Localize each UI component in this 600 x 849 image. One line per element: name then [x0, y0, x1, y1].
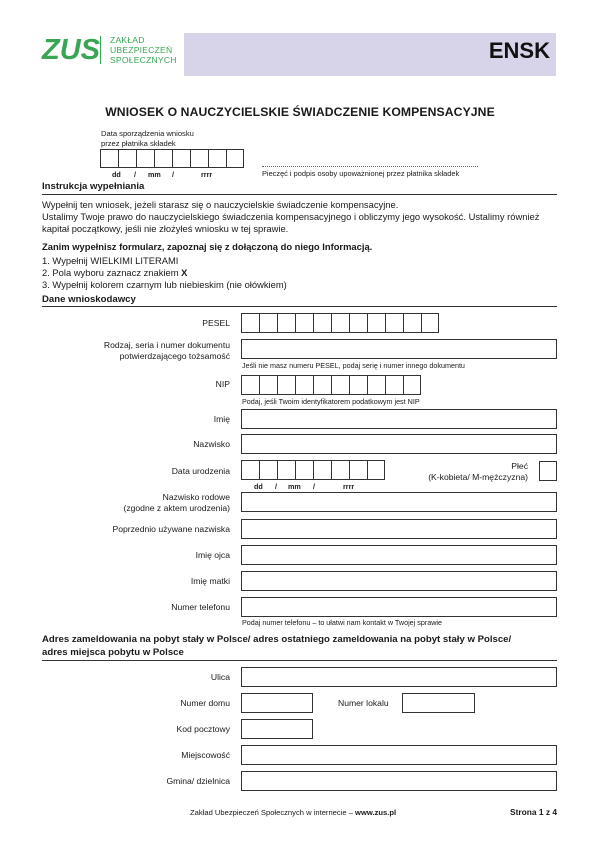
street-label: Ulica: [210, 672, 230, 682]
applicant-rule: [42, 306, 557, 307]
pesel-field[interactable]: [241, 313, 439, 333]
zus-logo-text: [110, 35, 177, 66]
birth-date-field[interactable]: [241, 460, 385, 480]
birth-dd-label: dd: [254, 482, 263, 491]
date-mm-label: mm: [148, 170, 161, 179]
instructions-item-2: [42, 267, 560, 279]
identity-document-input[interactable]: [241, 339, 557, 359]
city-label: Miejscowość: [181, 750, 230, 760]
postcode-label: Kod pocztowy: [176, 724, 230, 734]
nip-cell[interactable]: [367, 375, 385, 395]
first-name-input[interactable]: [241, 409, 557, 429]
address-rule: [42, 660, 557, 661]
form-title: WNIOSEK O NAUCZYCIELSKIE ŚWIADCZENIE KOMPENSACYJNE: [105, 105, 495, 119]
pesel-cell[interactable]: [331, 313, 349, 333]
mother-name-label: Imię matki: [190, 576, 230, 586]
phone-hint: Podaj numer telefonu – to ułatwi nam kontakt w Twojej sprawie: [242, 618, 443, 627]
pesel-cell[interactable]: [277, 313, 295, 333]
house-number-label: Numer domu: [180, 698, 230, 708]
birth-date-label: Data urodzenia: [171, 466, 230, 476]
identity-document-label-line-2: potwierdzającego tożsamość: [119, 351, 230, 362]
birth-date-cell[interactable]: [331, 460, 349, 480]
family-name-input[interactable]: [241, 492, 557, 512]
logo-line-1: ZAKŁAD: [110, 35, 145, 45]
instructions-paragraph-1: Wypełnij ten wniosek, jeżeli starasz się o nauczycielskie świadczenie kompensacyjne.: [42, 199, 399, 210]
pesel-cell[interactable]: [313, 313, 331, 333]
birth-date-cell[interactable]: [241, 460, 259, 480]
date-slash-2: /: [172, 170, 174, 179]
birth-date-cell[interactable]: [295, 460, 313, 480]
applicant-heading: Dane wnioskodawcy: [42, 294, 136, 305]
sex-input[interactable]: [539, 461, 557, 481]
nip-cell[interactable]: [295, 375, 313, 395]
instructions-rule: [42, 194, 557, 195]
address-heading-line-1: Adres zameldowania na pobyt stały w Polsce/ adres ostatniego zameldowania na pobyt stały w Polsce/: [42, 634, 512, 645]
previous-names-input[interactable]: [241, 519, 557, 539]
address-heading: [42, 634, 511, 659]
previous-names-label: Poprzednio używane nazwiska: [112, 524, 230, 534]
birth-date-cell[interactable]: [259, 460, 277, 480]
date-dd-label: dd: [112, 170, 121, 179]
date-cell[interactable]: [136, 149, 154, 168]
address-heading-line-2: adres miejsca pobytu w Polsce: [42, 646, 184, 658]
sex-label: [428, 461, 528, 484]
instructions-item-2-text: 2. Pola wyboru zaznacz znakiem: [42, 267, 182, 278]
first-name-label: Imię: [213, 414, 230, 424]
form-code-band: [184, 33, 556, 76]
identity-document-label: [104, 340, 230, 363]
street-input[interactable]: [241, 667, 557, 687]
instructions-note: Zanim wypełnisz formularz, zapoznaj się z dołączoną do niego Informacją.: [42, 241, 373, 252]
flat-number-label: Numer lokalu: [338, 698, 389, 708]
surname-input[interactable]: [241, 434, 557, 454]
zus-logo-letters: ZUS: [42, 34, 100, 66]
footer-text: [190, 808, 396, 817]
nip-cell[interactable]: [331, 375, 349, 395]
birth-date-cell[interactable]: [277, 460, 295, 480]
identity-document-hint: Jeśli nie masz numeru PESEL, podaj serię i numer innego dokumentu: [242, 361, 465, 370]
nip-cell[interactable]: [385, 375, 403, 395]
logo-line-3: SPOŁECZNYCH: [110, 55, 177, 66]
nip-field[interactable]: [241, 375, 421, 395]
pesel-cell[interactable]: [385, 313, 403, 333]
zus-logo-mark: [42, 33, 100, 66]
birth-slash-2: /: [313, 482, 315, 491]
instructions-heading: Instrukcja wypełniania: [42, 181, 145, 192]
instructions-item-3: 3. Wypełnij kolorem czarnym lub niebieskim (nie ołówkiem): [42, 279, 287, 290]
instructions-item-2-mark: X: [181, 267, 188, 278]
phone-label: Numer telefonu: [171, 602, 230, 612]
sex-label-line-2: (K-kobieta/ M-mężczyzna): [428, 472, 528, 483]
date-cell[interactable]: [190, 149, 208, 168]
preparation-date-field[interactable]: [100, 149, 244, 168]
date-cell[interactable]: [172, 149, 190, 168]
postcode-input[interactable]: [241, 719, 313, 739]
logo-line-2: UBEZPIECZEŃ: [110, 45, 173, 56]
birth-slash-1: /: [275, 482, 277, 491]
flat-number-input[interactable]: [402, 693, 475, 713]
stamp-signature-label: Pieczęć i podpis osoby upoważnionej przez płatnika składek: [262, 169, 460, 178]
birth-date-cell[interactable]: [367, 460, 385, 480]
birth-mm-label: mm: [288, 482, 301, 491]
birth-date-cell[interactable]: [349, 460, 367, 480]
pesel-label: PESEL: [202, 318, 230, 328]
house-number-input[interactable]: [241, 693, 313, 713]
preparation-date-label-line-1: Data sporządzenia wniosku: [101, 129, 194, 138]
nip-cell[interactable]: [241, 375, 259, 395]
family-name-label-line-2: (zgodne z aktem urodzenia): [123, 503, 230, 514]
nip-cell[interactable]: [277, 375, 295, 395]
form-code: ENSK: [488, 38, 550, 63]
date-cell[interactable]: [208, 149, 226, 168]
identity-document-label-line-1: Rodzaj, seria i numer dokumentu: [103, 340, 230, 350]
pesel-cell[interactable]: [367, 313, 385, 333]
date-cell[interactable]: [118, 149, 136, 168]
nip-hint: Podaj, jeśli Twoim identyfikatorem podatkowym jest NIP: [242, 397, 420, 406]
date-slash-1: /: [134, 170, 136, 179]
instructions-item-1: 1. Wypełnij WIELKIMI LITERAMI: [42, 255, 179, 266]
commune-label: Gmina/ dzielnica: [166, 776, 230, 786]
birth-date-cell[interactable]: [313, 460, 331, 480]
instructions-paragraph-2: Ustalimy Twoje prawo do nauczycielskiego świadczenia kompensacyjnego i obliczymy jego wysokość. Ustalimy również kapitał początkowy, jeśli nie złożyłeś wniosku w tej sprawie.: [42, 211, 540, 235]
nip-cell[interactable]: [259, 375, 277, 395]
logo-separator: [100, 36, 101, 64]
footer-text-main: Zakład Ubezpieczeń Społecznych w internecie –: [190, 808, 356, 817]
surname-label: Nazwisko: [193, 439, 230, 449]
page-number: Strona 1 z 4: [509, 807, 557, 817]
family-name-label: [123, 492, 230, 515]
phone-input[interactable]: [241, 597, 557, 617]
father-name-input[interactable]: [241, 545, 557, 565]
date-cell[interactable]: [226, 149, 244, 168]
pesel-cell[interactable]: [349, 313, 367, 333]
preparation-date-label: [101, 129, 194, 148]
footer-link[interactable]: www.zus.pl: [355, 808, 397, 817]
commune-input[interactable]: [241, 771, 557, 791]
pesel-cell[interactable]: [241, 313, 259, 333]
pesel-cell[interactable]: [259, 313, 277, 333]
date-cell[interactable]: [154, 149, 172, 168]
pesel-cell[interactable]: [421, 313, 439, 333]
date-yyyy-label: rrrr: [201, 170, 213, 179]
nip-cell[interactable]: [313, 375, 331, 395]
pesel-cell[interactable]: [403, 313, 421, 333]
nip-label: NIP: [215, 379, 230, 389]
mother-name-input[interactable]: [241, 571, 557, 591]
date-cell[interactable]: [100, 149, 118, 168]
birth-yyyy-label: rrrr: [343, 482, 355, 491]
stamp-signature-line: [262, 166, 478, 167]
nip-cell[interactable]: [403, 375, 421, 395]
preparation-date-label-line-2: przez płatnika składek: [101, 138, 176, 148]
pesel-cell[interactable]: [295, 313, 313, 333]
nip-cell[interactable]: [349, 375, 367, 395]
father-name-label: Imię ojca: [195, 550, 230, 560]
family-name-label-line-1: Nazwisko rodowe: [162, 492, 230, 502]
sex-label-line-1: Płeć: [511, 461, 528, 471]
city-input[interactable]: [241, 745, 557, 765]
